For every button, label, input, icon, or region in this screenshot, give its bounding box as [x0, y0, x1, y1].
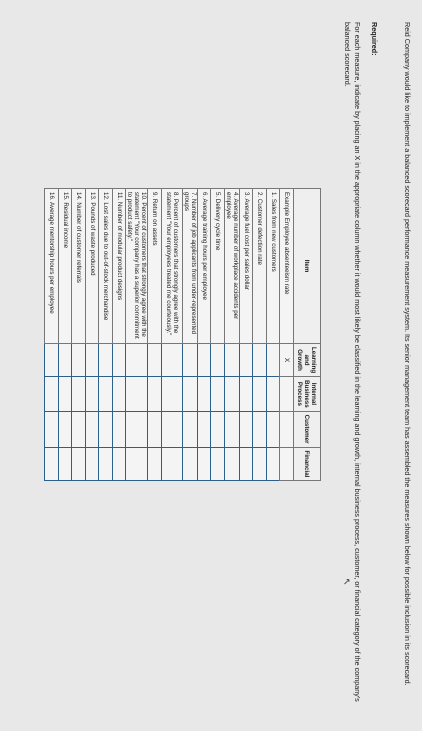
answer-cell-financial[interactable] [86, 447, 100, 481]
answer-cell-financial[interactable] [225, 447, 240, 481]
answer-cell-internal-business-process[interactable] [59, 377, 73, 412]
answer-cell-financial[interactable] [253, 447, 267, 481]
answer-cell-learning-growth[interactable] [225, 344, 240, 377]
answer-cell-financial[interactable] [99, 447, 113, 481]
answer-cell-customer[interactable] [148, 411, 162, 447]
answer-cell-customer[interactable] [86, 411, 100, 447]
answer-cell-financial[interactable] [45, 447, 59, 481]
example-empty-cell [280, 377, 294, 412]
row-item-label: 14. Number of customer referrals [72, 189, 86, 344]
answer-cell-learning-growth[interactable] [86, 344, 100, 377]
answer-cell-internal-business-process[interactable] [225, 377, 240, 412]
answer-cell-financial[interactable] [148, 447, 162, 481]
answer-cell-learning-growth[interactable] [267, 344, 281, 377]
answer-cell-financial[interactable] [211, 447, 225, 481]
answer-cell-learning-growth[interactable] [113, 344, 127, 377]
answer-cell-financial[interactable] [183, 447, 198, 481]
table-row [225, 189, 240, 481]
example-row [280, 189, 294, 481]
table-row [198, 189, 212, 481]
answer-cell-customer[interactable] [211, 411, 225, 447]
example-mark: X [280, 344, 294, 377]
table-row [99, 189, 113, 481]
answer-cell-internal-business-process[interactable] [86, 377, 100, 412]
answer-cell-learning-growth[interactable] [183, 344, 198, 377]
answer-cell-financial[interactable] [113, 447, 127, 481]
row-item-label: 10. Percent of customers that strongly agree with the statement "Your company has a superior commitment to product safety." [126, 189, 148, 344]
table-row [59, 189, 73, 481]
answer-cell-internal-business-process[interactable] [183, 377, 198, 412]
answer-cell-customer[interactable] [253, 411, 267, 447]
example-empty-cell [280, 411, 294, 447]
row-item-label: 1. Sales from new customers [267, 189, 281, 344]
row-item-label: 16. Average mentorship hours per employee [45, 189, 59, 344]
answer-cell-financial[interactable] [72, 447, 86, 481]
answer-cell-learning-growth[interactable] [72, 344, 86, 377]
answer-cell-financial[interactable] [126, 447, 148, 481]
table-row [183, 189, 198, 481]
row-item-label: 12. Lost sales due to out-of-stock merchandise [99, 189, 113, 344]
header-customer: Customer [294, 411, 321, 447]
answer-cell-learning-growth[interactable] [126, 344, 148, 377]
answer-cell-learning-growth[interactable] [211, 344, 225, 377]
answer-cell-internal-business-process[interactable] [99, 377, 113, 412]
answer-cell-financial[interactable] [267, 447, 281, 481]
table-row [72, 189, 86, 481]
answer-cell-financial[interactable] [59, 447, 73, 481]
table-row [162, 189, 183, 481]
answer-cell-financial[interactable] [162, 447, 183, 481]
row-item-label: 4. Average number of workplace accidents per employee [225, 189, 240, 344]
answer-cell-internal-business-process[interactable] [253, 377, 267, 412]
answer-cell-customer[interactable] [113, 411, 127, 447]
answer-cell-learning-growth[interactable] [240, 344, 254, 377]
table-row [211, 189, 225, 481]
table-row [86, 189, 100, 481]
scorecard-table [45, 188, 322, 481]
row-item-label: 7. Number of job applicants from under-represented groups [183, 189, 198, 344]
table-row [126, 189, 148, 481]
header-learning-growth: Learning and Growth [294, 344, 321, 377]
answer-cell-customer[interactable] [198, 411, 212, 447]
answer-cell-financial[interactable] [240, 447, 254, 481]
table-row [240, 189, 254, 481]
answer-cell-internal-business-process[interactable] [148, 377, 162, 412]
answer-cell-internal-business-process[interactable] [162, 377, 183, 412]
answer-cell-internal-business-process[interactable] [240, 377, 254, 412]
answer-cell-internal-business-process[interactable] [45, 377, 59, 412]
required-label: Required: [370, 22, 379, 56]
row-item-label: 3. Average fuel cost per sales dollar [240, 189, 254, 344]
table-row [267, 189, 281, 481]
answer-cell-customer[interactable] [225, 411, 240, 447]
answer-cell-customer[interactable] [267, 411, 281, 447]
answer-cell-financial[interactable] [198, 447, 212, 481]
instructions-text: For each measure, indicate by placing an X in the appropriate column whether it would most likely be classified in the learning and growth, internal business process, customer, or financial category of the company's balanced scorecard. [343, 22, 362, 702]
row-item-label: 5. Delivery cycle time [211, 189, 225, 344]
mouse-cursor-icon: ↖ [342, 578, 352, 586]
example-empty-cell [280, 447, 294, 481]
header-financial: Financial [294, 447, 321, 481]
answer-cell-internal-business-process[interactable] [198, 377, 212, 412]
answer-cell-customer[interactable] [126, 411, 148, 447]
answer-cell-learning-growth[interactable] [148, 344, 162, 377]
row-item-label: 8. Percent of customers that strongly agree with the statement "Your employees treated me courteously." [162, 189, 183, 344]
answer-cell-internal-business-process[interactable] [267, 377, 281, 412]
table-row [253, 189, 267, 481]
answer-cell-learning-growth[interactable] [59, 344, 73, 377]
answer-cell-customer[interactable] [240, 411, 254, 447]
answer-cell-customer[interactable] [45, 411, 59, 447]
row-item-label: 2. Customer defection rate [253, 189, 267, 344]
intro-text: Reid Company would like to implement a balanced scorecard performance measurement system. Its senior management team has assembled the measures shown below for possible inclusion in its scorecard. [403, 22, 412, 686]
answer-cell-learning-growth[interactable] [253, 344, 267, 377]
header-internal-business-process: Internal Business Process [294, 377, 321, 412]
row-item-label: 11. Number of modular product designs [113, 189, 127, 344]
row-item-label: 9. Return on assets [148, 189, 162, 344]
answer-cell-internal-business-process[interactable] [126, 377, 148, 412]
answer-cell-learning-growth[interactable] [162, 344, 183, 377]
answer-cell-internal-business-process[interactable] [113, 377, 127, 412]
header-item: Item [294, 189, 321, 344]
answer-cell-learning-growth[interactable] [198, 344, 212, 377]
row-item-label: 6. Average training hours per employee [198, 189, 212, 344]
table-row [45, 189, 59, 481]
answer-cell-customer[interactable] [183, 411, 198, 447]
answer-cell-customer[interactable] [72, 411, 86, 447]
row-item-label: 15. Residual income [59, 189, 73, 344]
table-header-row [294, 189, 321, 481]
answer-cell-customer[interactable] [59, 411, 73, 447]
example-item-label: Example Employee absenteeism rate [280, 189, 294, 344]
answer-cell-internal-business-process[interactable] [211, 377, 225, 412]
table-row [148, 189, 162, 481]
table-row [113, 189, 127, 481]
answer-cell-customer[interactable] [99, 411, 113, 447]
row-item-label: 13. Pounds of waste produced [86, 189, 100, 344]
answer-cell-customer[interactable] [162, 411, 183, 447]
answer-cell-internal-business-process[interactable] [72, 377, 86, 412]
answer-cell-learning-growth[interactable] [45, 344, 59, 377]
answer-cell-learning-growth[interactable] [99, 344, 113, 377]
